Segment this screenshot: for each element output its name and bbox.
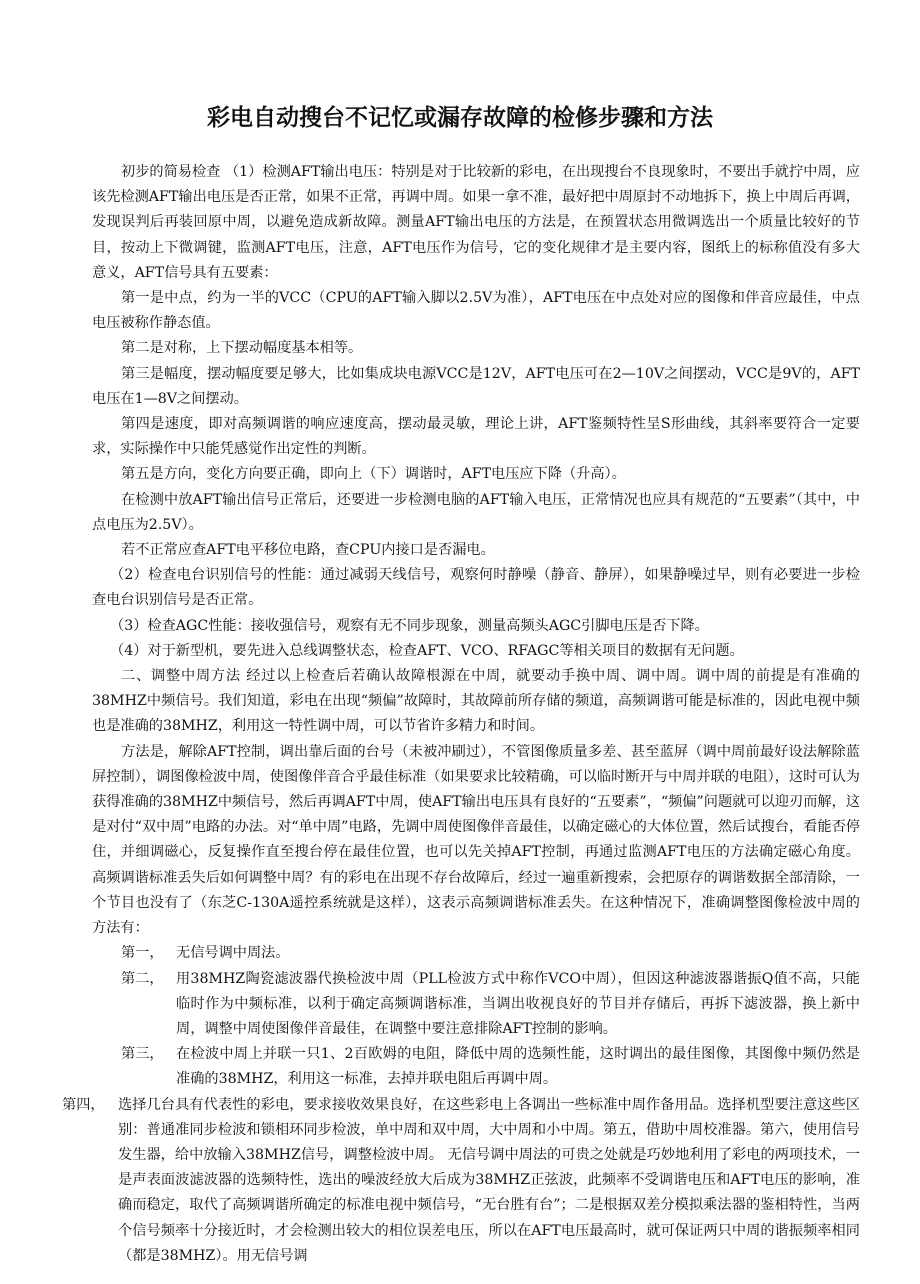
list-item [92, 941, 860, 966]
list-item-text: 用38MHZ陶瓷滤波器代换检波中周（PLL检波方式中称作VCO中周），但因这种滤波器谐振Q值不高，只能临时作为中频标准，以利于确定高频调谐标准，当调出收视良好的节目并存储后，再拆下滤波器，换上新中周，调整中周使图像伴音最佳，在调整中要注意排除AFT控制的影响。 [176, 970, 860, 1037]
paragraph-station-id: （2）检查电台识别信号的性能：通过减弱天线信号，观察何时静噪（静音、静屏），如果静噪过早，则有必要进一步检查电台识别信号是否正常。 [92, 567, 860, 609]
paragraph-agc: （3）检查AGC性能：接收强信号，观察有无不同步现象，测量高频头AGC引脚电压是否下降。 [110, 617, 709, 634]
paragraph-bus-adjust: （4）对于新型机，要先进入总线调整状态，检查AFT、VCO、RFAGC等相关项目的数据有无问题。 [110, 642, 744, 659]
paragraph-cpu-input: 在检测中放AFT输出信号正常后，还要进一步检测电脑的AFT输入电压，正常情况也应具有规范的“五要素”（其中，中点电压为2.5V）。 [92, 491, 860, 533]
list-item-label: 第三， [121, 1046, 164, 1063]
list-item-label: 第二， [121, 970, 164, 987]
list-item-label: 第一， [121, 945, 164, 962]
list-item-text: 在检波中周上并联一只1、2百欧姆的电阻，降低中周的选频性能，这时调出的最佳图像，其图像中频仍然是准确的38MHZ，利用这一标准，去掉并联电阻后再调中周。 [176, 1046, 860, 1088]
paragraph-element-5: 第五是方向，变化方向要正确，即向上（下）调谐时，AFT电压应下降（升高）。 [121, 466, 626, 483]
list-item [92, 967, 860, 1043]
list-item [92, 1042, 860, 1092]
paragraph-element-1: 第一是中点，约为一半的VCC（CPU的AFT输入脚以2.5V为准），AFT电压在中点处对应的图像和伴音应最佳，中点电压被称作静态值。 [92, 290, 860, 332]
document-title: 彩电自动搜台不记忆或漏存故障的检修步骤和方法 [207, 105, 713, 131]
paragraph-aft-check: 初步的简易检查 （1）检测AFT输出电压：特别是对于比较新的彩电，在出现搜台不良现象时，不要出手就拧中周，应该先检测AFT输出电压是否正常，如果不正常，再调中周。如果一拿不准，最好把中周原封不动地拆下，换上中周后再调，发现误判后再装回原中周，以避免造成新故障。测量AFT输出电压的方法是，在预置状态用微调选出一个质量比较好的节目，按动上下微调键，监测AFT电压，注意，AFT电压作为信号，它的变化规律才是主要内容，图纸上的标称值没有多大意义，AFT信号具有五要素： [92, 164, 860, 281]
paragraph-level-shift: 若不正常应查AFT电平移位电路，查CPU内接口是否漏电。 [121, 542, 495, 559]
list-item-text: 选择几台具有代表性的彩电，要求接收效果良好，在这些彩电上各调出一些标准中周作备用品。选择机型要注意这些区别：普通准同步检波和锁相环同步检波，单中周和双中周，大中周和小中周。第五，借助中周校准器。第六，使用信号发生器，给中放输入38MHZ信号，调整检波中周。 无信号调中周法的可贵之处就是巧妙地利用了彩电的两项技术，一是声表面波滤波器的选频特性，选出的噪波经放大后成为38MHZ正弦波，此频率不受调谐电压和AFT电压的影响，准确而稳定，取代了高频调谐所确定的标准电视中频信号，“无台胜有台”；二是根据双差分模拟乘法器的鉴相特性，当两个信号频率十分接近时，才会检测出较大的相位误差电压，所以在AFT电压最高时，就可保证两只中周的谐振频率相同（都是38MHZ）。用无信号调 [118, 1096, 860, 1264]
paragraph-if-method: 二、调整中周方法 经过以上检查后若确认故障根源在中周，就要动手换中周、调中周。调中周的前提是有准确的38MHZ中频信号。我们知道，彩电在出现“频偏”故障时，其故障前所存储的频道，高频调谐可能是标准的，因此电视中频也是准确的38MHZ，利用这一特性调中周，可以节省许多精力和时间。 [92, 668, 860, 735]
paragraph-element-3: 第三是幅度，摆动幅度要足够大，比如集成块电源VCC是12V，AFT电压可在2—10V之间摆动，VCC是9V的，AFT电压在1—8V之间摆动。 [92, 365, 860, 407]
list-item-text: 无信号调中周法。 [176, 945, 290, 962]
document-body [62, 160, 860, 1269]
paragraph-element-4: 第四是速度，即对高频调谐的响应速度高，摆动最灵敏，理论上讲，AFT鉴频特性呈S形曲线，其斜率要符合一定要求，实际操作中只能凭感觉作出定性的判断。 [92, 416, 860, 458]
list-item [62, 1093, 860, 1269]
list-item-label: 第四， [62, 1096, 105, 1113]
paragraph-element-2: 第二是对称，上下摆动幅度基本相等。 [121, 340, 363, 357]
paragraph-procedure: 方法是，解除AFT控制，调出靠后面的台号（未被冲刷过），不管图像质量多差、甚至蓝屏（调中周前最好设法解除蓝屏控制），调图像检波中周，使图像伴音合乎最佳标准（如果要求比较精确，可以临时断开与中周并联的电阻），这时可认为获得准确的38MHZ中频信号，然后再调AFT中周，使AFT输出电压具有良好的“五要素”，“频偏”问题就可以迎刃而解，这是对付“双中周”电路的办法。对“单中周”电路，先调中周使图像伴音最佳，以确定磁心的大体位置，然后试搜台，看能否停住，并细调磁心，反复操作直至搜台停在最佳位置，也可以先关掉AFT控制，再通过监测AFT电压的方法确定磁心角度。 高频调谐标准丢失后如何调整中周？有的彩电在出现不存台故障后，经过一遍重新搜索，会把原存的调谐数据全部清除，一个节目也没有了（东芝C-130A遥控系统就是这样），这表示高频调谐标准丢失。在这种情况下，准确调整图像检波中周的方法有： [92, 743, 860, 937]
